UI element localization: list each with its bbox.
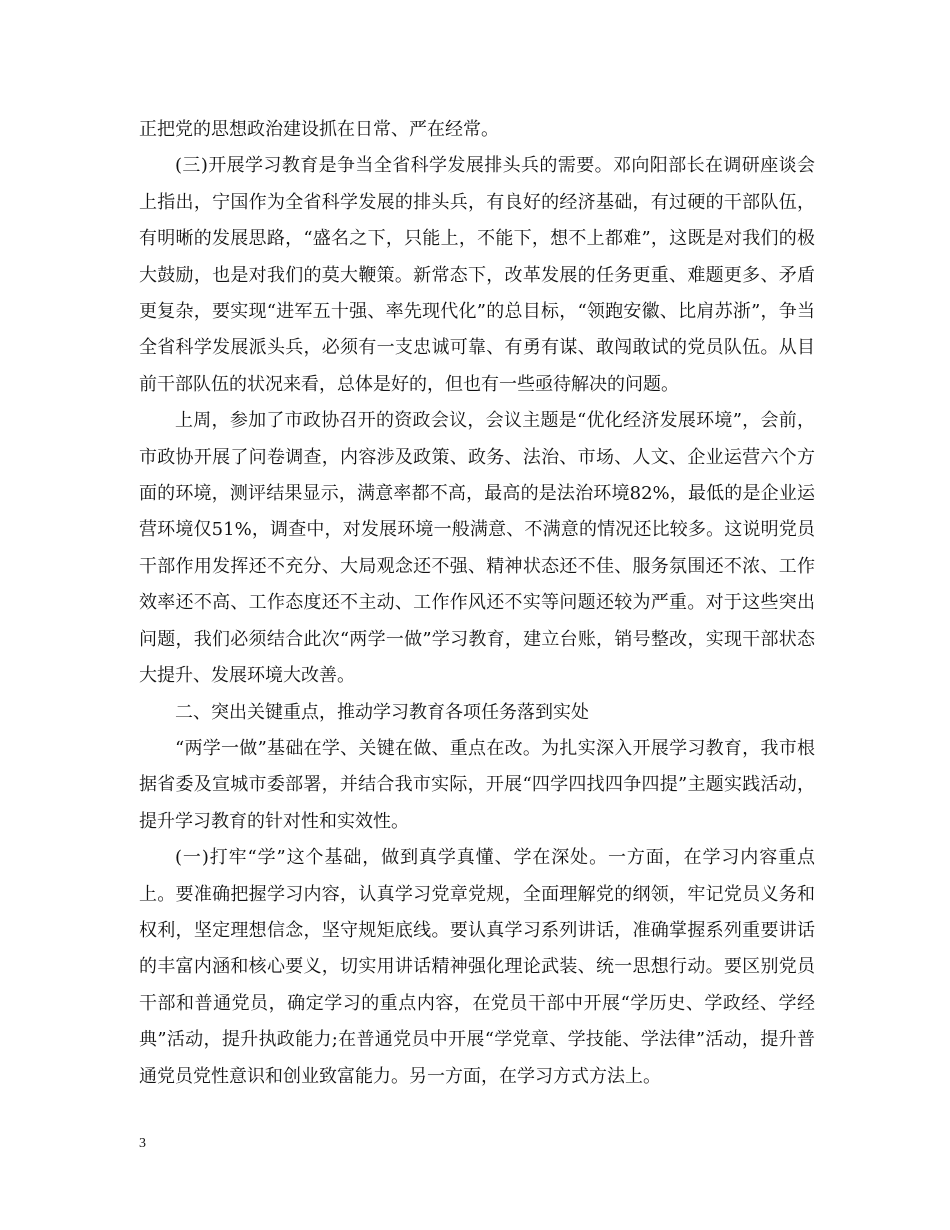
paragraph-two-studies-one-action: “两学一做”基础在学、关键在做、重点在改。为扎实深入开展学习教育，我市根据省委及宣城市委部署，并结合我市实际，开展“四学四找四争四提”主题实践活动，提升学习教育的针对性和实效性。 bbox=[139, 737, 815, 832]
paragraph-continuation: 正把党的思想政治建设抓在日常、严在经常。 bbox=[139, 119, 499, 140]
page-number: 3 bbox=[139, 1136, 146, 1151]
paragraph-section-three: (三)开展学习教育是争当全省科学发展排头兵的需要。邓向阳部长在调研座谈会上指出，宁国作为全省科学发展的排头兵，有良好的经济基础，有过硬的干部队伍，有明晰的发展思路，“盛名之下，只能上，不能下，想不上都难”，这既是对我们的极大鼓励，也是对我们的莫大鞭策。新常态下，改革发展的任务更重、难题更多、矛盾更复杂，要实现“进军五十强、率先现代化”的总目标，“领跑安徽、比肩苏浙”，争当全省科学发展派头兵，必须有一支忠诚可靠、有勇有谋、敢闯敢试的党员队伍。从目前干部队伍的状况来看，总体是好的，但也有一些亟待解决的问题。 bbox=[139, 155, 815, 395]
paragraph-survey-findings: 上周，参加了市政协召开的资政会议，会议主题是“优化经济发展环境”，会前，市政协开展了问卷调查，内容涉及政策、政务、法治、市场、人文、企业运营六个方面的环境，测评结果显示，满意率都不高，最高的是法治环境82%，最低的是企业运营环境仅51%，调查中，对发展环境一般满意、不满意的情况还比较多。这说明党员干部作用发挥还不充分、大局观念还不强、精神状态还不佳、服务氛围还不浓、工作效率还不高、工作态度还不主动、工作作风还不实等问题还较为严重。对于这些突出问题，我们必须结合此次“两学一做”学习教育，建立台账，销号整改，实现干部状态大提升、发展环境大改善。 bbox=[139, 410, 815, 687]
document-body bbox=[139, 112, 815, 1095]
section-heading-two: 二、突出关键重点，推动学习教育各项任务落到实处 bbox=[175, 701, 589, 723]
paragraph-subsection-one: (一)打牢“学”这个基础，做到真学真懂、学在深处。一方面，在学习内容重点上。要准确把握学习内容，认真学习党章党规，全面理解党的纲领，牢记党员义务和权利，坚定理想信念，坚守规矩底线。要认真学习系列讲话，准确掌握系列重要讲话的丰富内涵和核心要义，切实用讲话精神强化理论武装、统一思想行动。要区别党员干部和普通党员，确定学习的重点内容，在党员干部中开展“学历史、学政经、学经典”活动，提升执政能力;在普通党员中开展“学党章、学技能、学法律”活动，提升普通党员党性意识和创业致富能力。另一方面，在学习方式方法上。 bbox=[139, 847, 815, 1087]
